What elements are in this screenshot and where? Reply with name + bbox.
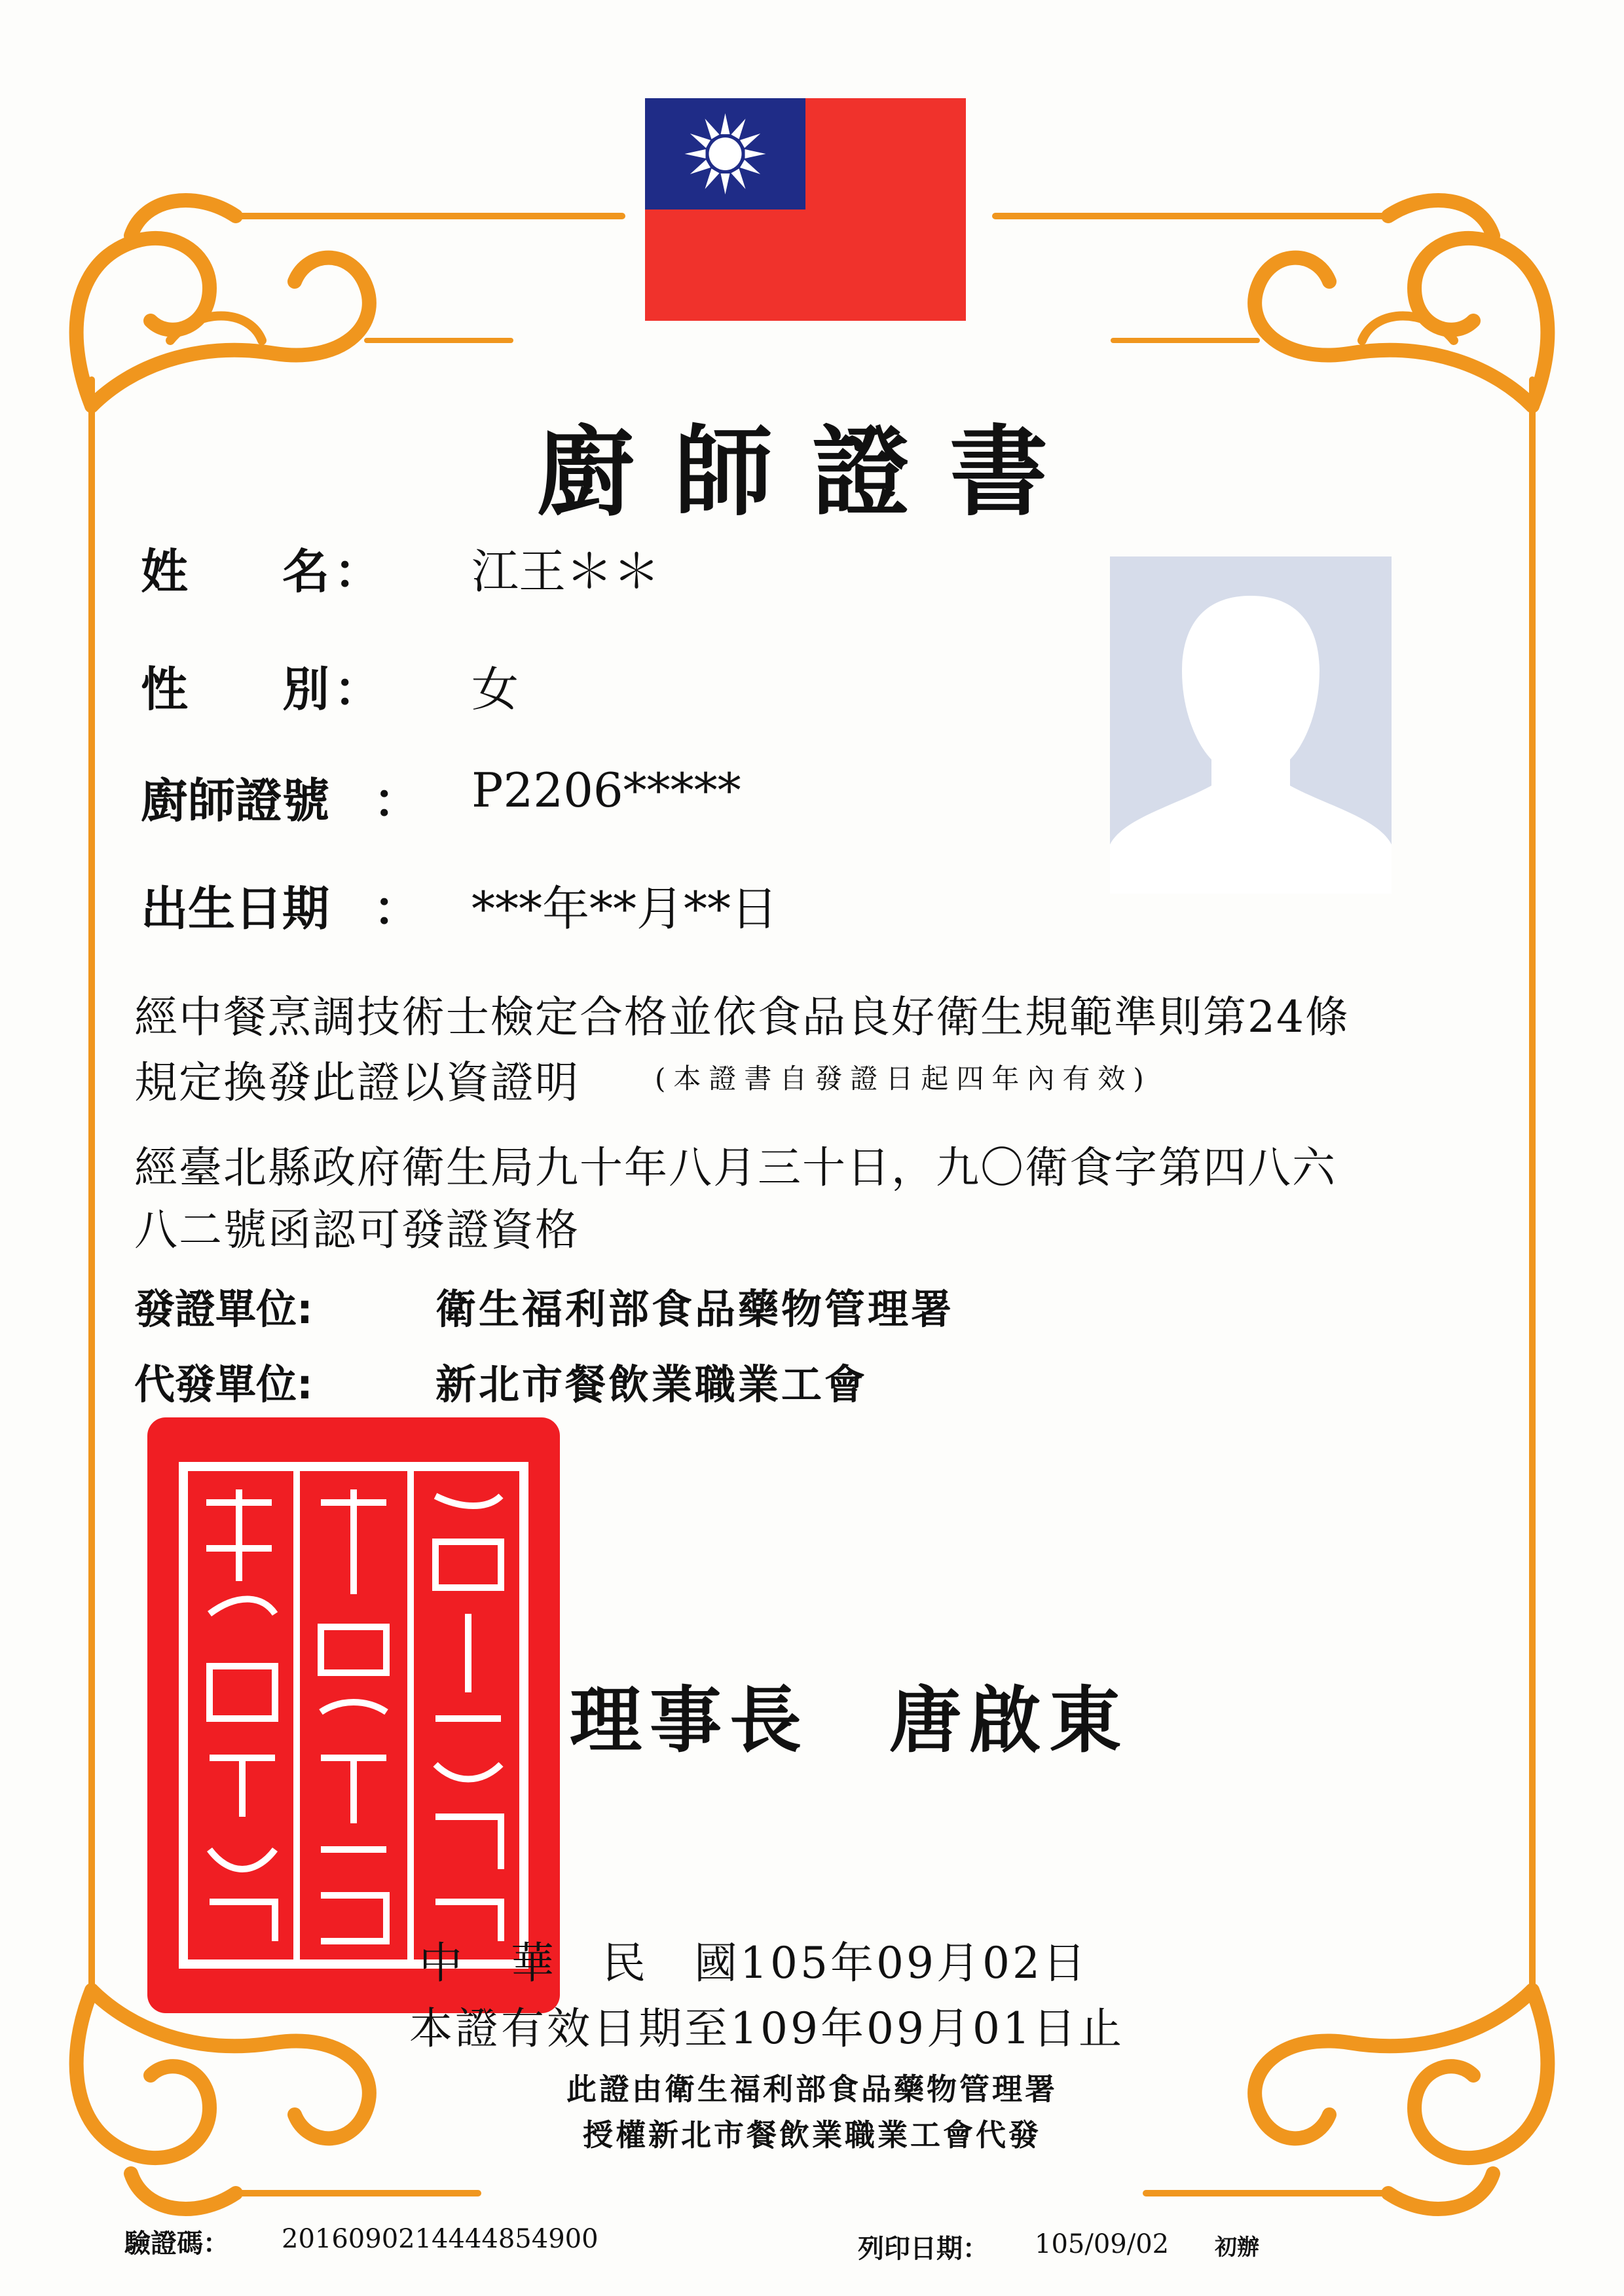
issue-date: 中 華 民 國105年09月02日 (419, 1938, 1088, 1988)
field-label-gender: 性 別 (141, 662, 330, 717)
field-colon: ： (334, 544, 382, 599)
field-colon: ： (334, 662, 382, 717)
first-issue-note: 初辦 (1215, 2234, 1259, 2261)
body-text-line-2: 規定換發此證以資證明 (134, 1057, 580, 1108)
field-label-birth-date: 出生日期 (141, 881, 330, 936)
print-date: 105/09/02 (1035, 2229, 1170, 2259)
agent-issuer-label: 代發單位: (134, 1360, 313, 1408)
body-text-line-1: 經中餐烹調技術士檢定合格並依食品良好衛生規範準則第24條 (134, 992, 1350, 1042)
issuer-value: 衛生福利部食品藥物管理署 (435, 1285, 955, 1333)
agent-issuer-value: 新北市餐飲業職業工會 (435, 1360, 868, 1408)
verification-code: 20160902144448549​00 (282, 2224, 599, 2254)
bottom-left-scroll (77, 1990, 369, 2209)
top-left-scroll (77, 200, 369, 406)
field-label-license-number: 廚師證號 (141, 773, 330, 828)
body-text-line-3: 經臺北縣政府衛生局九十年八月三十日，九〇衛食字第四八六 (134, 1142, 1337, 1193)
valid-until-date: 本證有效日期至109年09月01日止 (409, 2003, 1124, 2054)
print-date-label: 列印日期： (858, 2234, 989, 2264)
validity-note: (本證書自發證日起四年內有效) (655, 1063, 1152, 1095)
certificate-title: 廚師證書 (536, 416, 1087, 530)
authorization-line-1: 此證由衛生福利部食品藥物管理署 (566, 2071, 1058, 2107)
chairperson-signature: 理事長 唐啟東 (570, 1679, 1129, 1762)
field-value-license-number: P2206***** (471, 763, 741, 818)
field-colon: ： (373, 773, 421, 828)
bottom-right-scroll (1255, 1990, 1547, 2209)
field-value-gender: 女 (471, 662, 519, 717)
field-colon: ： (373, 881, 421, 936)
authorization-line-2: 授權新北市餐飲業職業工會代發 (583, 2117, 1041, 2153)
field-label-name: 姓 名 (141, 544, 330, 599)
top-right-scroll (1255, 200, 1547, 406)
field-value-name: 江王＊＊ (471, 544, 661, 599)
field-value-birth-date: ***年**月**日 (471, 881, 779, 936)
official-seal-icon (147, 1417, 560, 2013)
roc-flag-icon (645, 98, 966, 321)
issuer-label: 發證單位: (134, 1285, 313, 1333)
person-silhouette-icon (1110, 556, 1392, 894)
body-text-line-4: 八二號函認可發證資格 (134, 1205, 580, 1255)
verification-code-label: 驗證碼： (124, 2229, 229, 2259)
